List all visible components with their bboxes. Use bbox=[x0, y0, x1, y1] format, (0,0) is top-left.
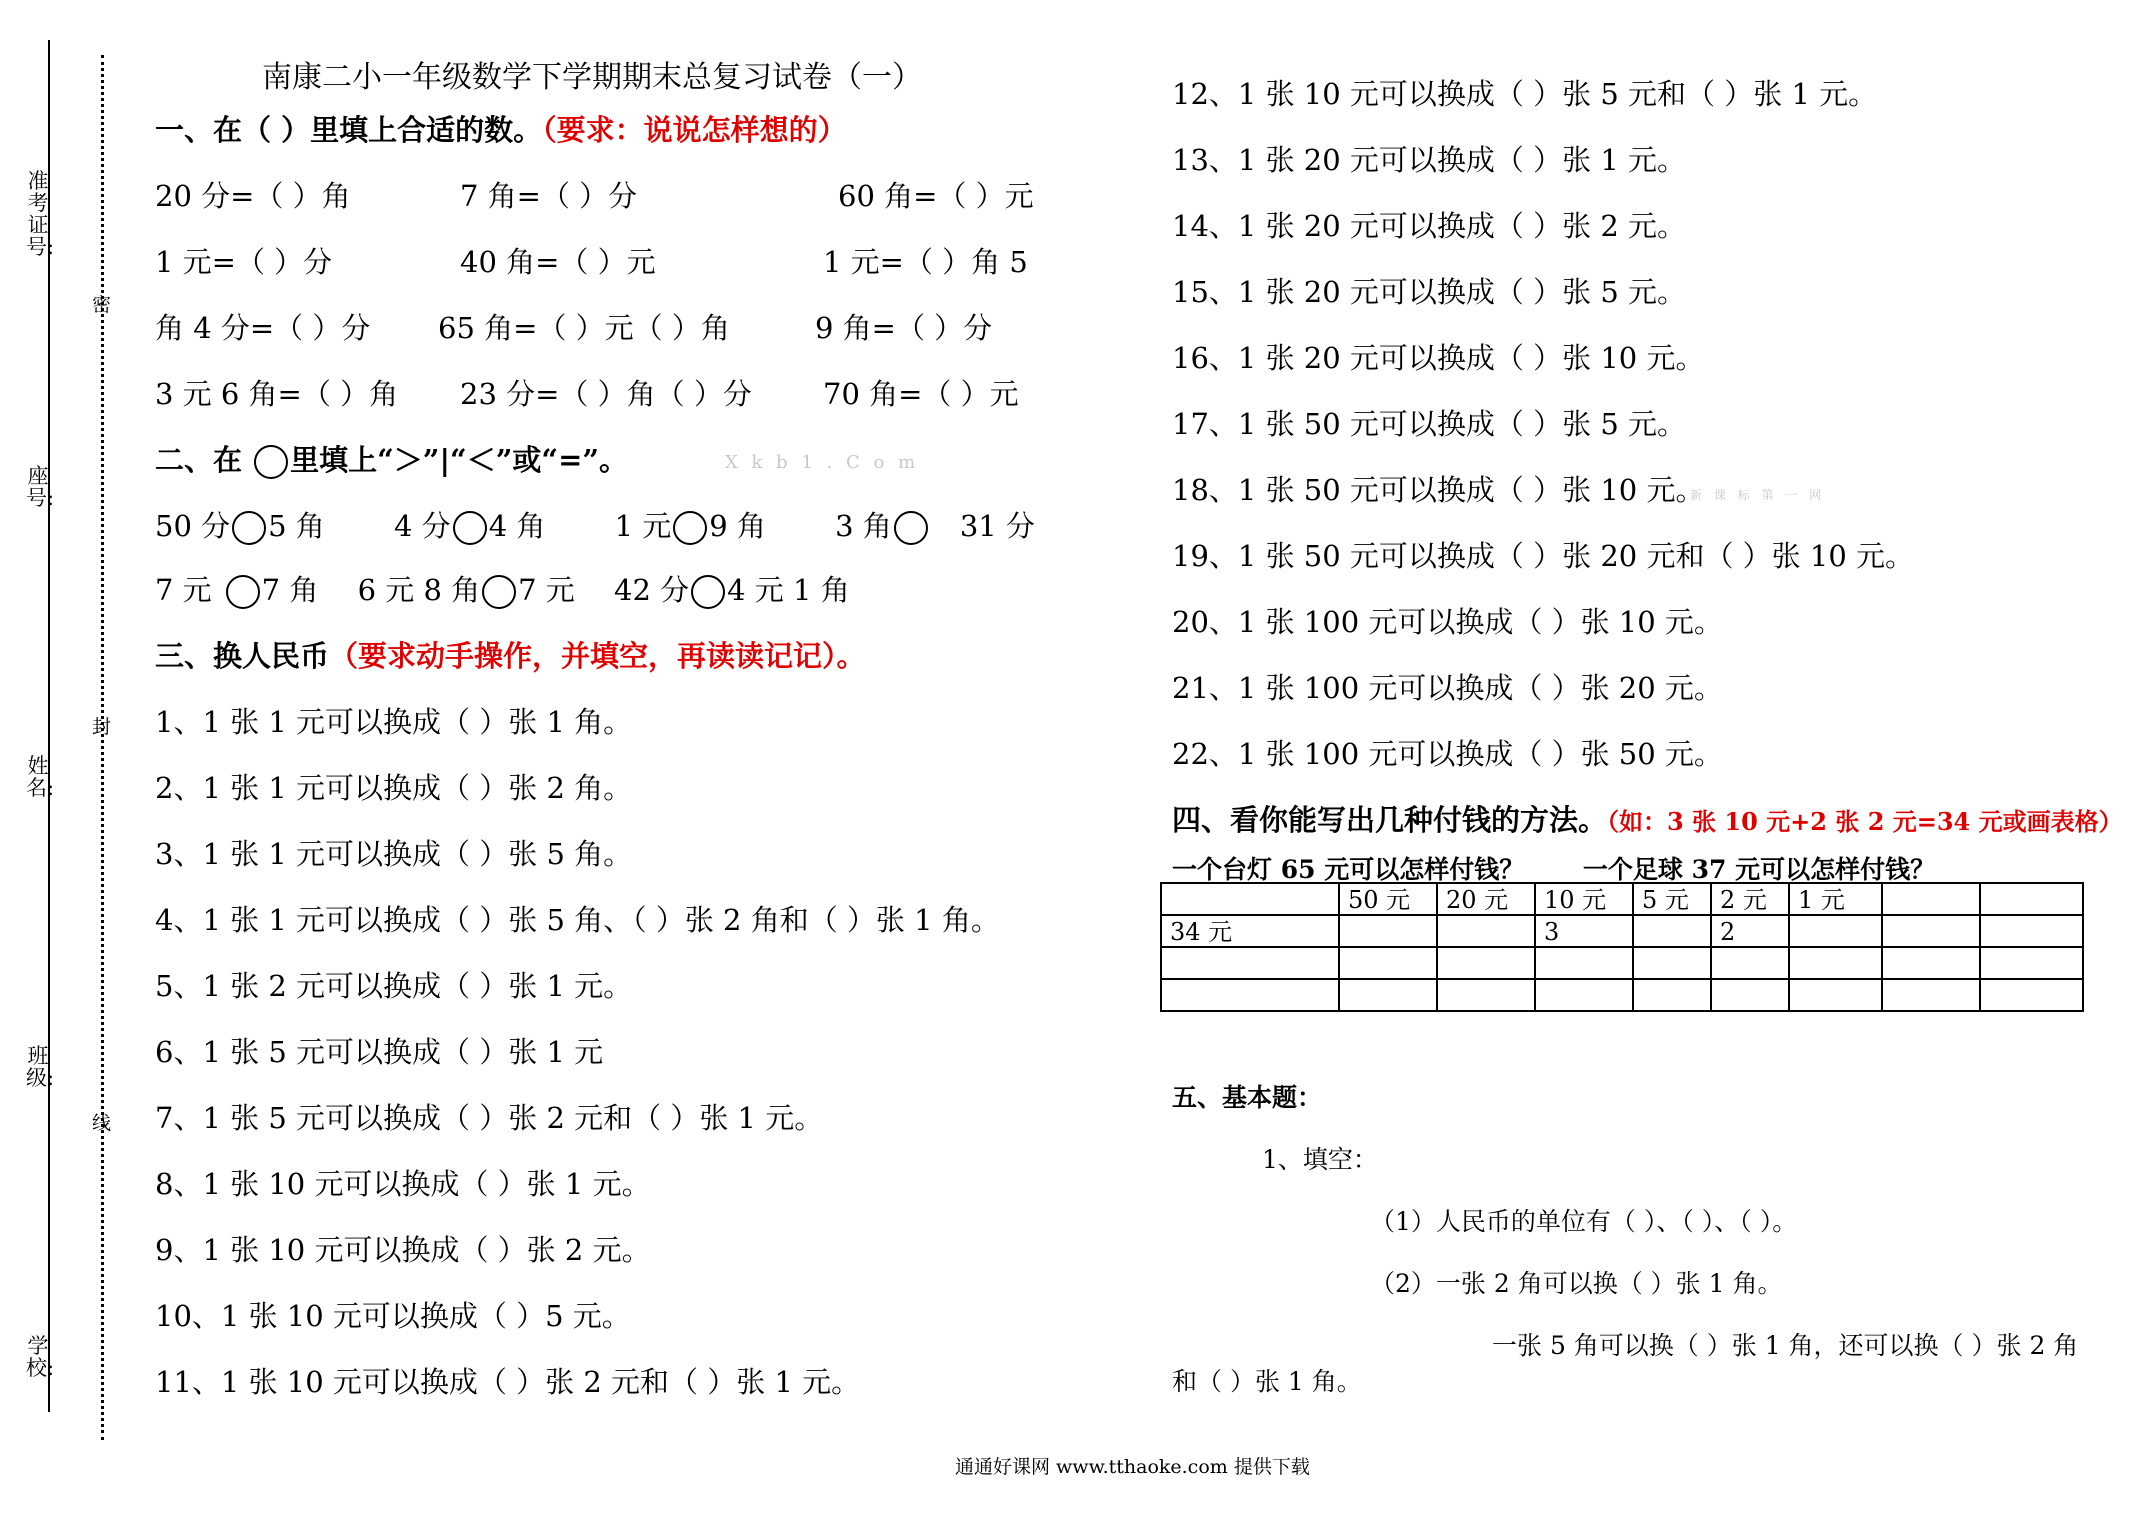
s1-cell: 7 角=（ ）分 bbox=[460, 179, 638, 213]
table-cell: 1 元 bbox=[1789, 883, 1882, 915]
lamp-question: 一个台灯 65 元可以怎样付钱？ bbox=[1172, 855, 1525, 884]
s2-right: 4 角 bbox=[488, 509, 546, 543]
table-cell[interactable] bbox=[1789, 915, 1882, 947]
table-row bbox=[1161, 947, 2083, 979]
exchange-item-4: 4、1 张 1 元可以换成（ ）张 5 角、（ ）张 2 角和（ ）张 1 角。 bbox=[155, 903, 1000, 937]
watermark-xkb: 新 课 标 第 一 网 bbox=[1690, 488, 1826, 502]
exchange-item-6: 6、1 张 5 元可以换成（ ）张 1 元 bbox=[155, 1035, 604, 1069]
s2-left: 4 分 bbox=[394, 509, 451, 543]
table-cell[interactable] bbox=[1711, 979, 1789, 1011]
s1-cell: 9 角=（ ）分 bbox=[815, 311, 993, 345]
payment-table bbox=[1160, 882, 2084, 1012]
exchange-item-12: 12、1 张 10 元可以换成（ ）张 5 元和（ ）张 1 元。 bbox=[1172, 77, 1878, 111]
section-2-title-a: 二、在 bbox=[155, 443, 243, 477]
section-1-title: 一、在（ ）里填上合适的数。 bbox=[155, 113, 543, 147]
s2-left: 50 分 bbox=[155, 509, 231, 543]
section-5-line-3: 一张 5 角可以换（ ）张 1 角，还可以换（ ）张 2 角 bbox=[1492, 1331, 2079, 1360]
s1-cell: 1 元=（ ）分 bbox=[155, 245, 333, 279]
table-cell[interactable] bbox=[1633, 915, 1711, 947]
table-cell[interactable] bbox=[1789, 979, 1882, 1011]
exchange-item-7: 7、1 张 5 元可以换成（ ）张 2 元和（ ）张 1 元。 bbox=[155, 1101, 824, 1135]
table-cell[interactable] bbox=[1633, 979, 1711, 1011]
table-cell[interactable] bbox=[1980, 915, 2083, 947]
compare-circle[interactable] bbox=[691, 575, 725, 609]
football-question: 一个足球 37 元可以怎样付钱？ bbox=[1582, 855, 1936, 884]
exchange-item-14: 14、1 张 20 元可以换成（ ）张 2 元。 bbox=[1172, 209, 1687, 243]
s2-right: 5 角 bbox=[268, 509, 325, 543]
table-cell bbox=[1161, 883, 1339, 915]
seal-char-mi: 密 bbox=[92, 294, 112, 316]
table-row bbox=[1161, 915, 2083, 947]
table-cell[interactable] bbox=[1980, 947, 2083, 979]
section-5-heading: 五、基本题： bbox=[1172, 1083, 1323, 1112]
s1-cell: 70 角=（ ）元 bbox=[823, 377, 1019, 411]
table-cell: 2 元 bbox=[1711, 883, 1789, 915]
table-cell[interactable] bbox=[1633, 947, 1711, 979]
compare-circle[interactable] bbox=[453, 511, 487, 545]
section-1-heading bbox=[155, 112, 847, 148]
s2-left: 6 元 8 角 bbox=[357, 573, 481, 607]
section-2-heading bbox=[155, 442, 628, 479]
table-header-row bbox=[1161, 883, 2083, 915]
exchange-item-15: 15、1 张 20 元可以换成（ ）张 5 元。 bbox=[1172, 275, 1687, 309]
s2-right: 31 分 bbox=[959, 509, 1035, 543]
section-2-title-b: 里填上“＞”|“＜”或“=”。 bbox=[290, 443, 629, 477]
table-cell[interactable] bbox=[1535, 947, 1633, 979]
s1-cell: 60 角=（ ）元 bbox=[838, 179, 1034, 213]
s2-right: 7 元 bbox=[518, 573, 575, 607]
exchange-item-19: 19、1 张 50 元可以换成（ ）张 20 元和（ ）张 10 元。 bbox=[1172, 539, 1915, 573]
table-cell[interactable] bbox=[1711, 947, 1789, 979]
s2-row-1 bbox=[155, 508, 1035, 545]
seal-dotted-line bbox=[101, 55, 104, 1440]
page-title: 南康二小一年级数学下学期期末总复习试卷（一） bbox=[262, 60, 922, 95]
exchange-item-9: 9、1 张 10 元可以换成（ ）张 2 元。 bbox=[155, 1233, 651, 1267]
seal-char-feng: 封 bbox=[92, 716, 112, 738]
section-4-note: （如：3 张 10 元+2 张 2 元=34 元或画表格） bbox=[1607, 807, 2123, 836]
s1-cell: 40 角=（ ）元 bbox=[460, 245, 656, 279]
exchange-item-13: 13、1 张 20 元可以换成（ ）张 1 元。 bbox=[1172, 143, 1687, 177]
section-4-heading bbox=[1172, 802, 2123, 840]
s1-cell: 65 角=（ ）元（ ）角 bbox=[438, 311, 730, 345]
s2-right: 7 角 bbox=[261, 573, 319, 607]
compare-circle[interactable] bbox=[482, 575, 516, 609]
section-3-heading bbox=[155, 638, 866, 674]
s1-cell: 角 4 分=（ ）分 bbox=[155, 311, 371, 345]
section-5-line-1: （1）人民币的单位有（ ）、（ ）、（ ）。 bbox=[1370, 1207, 1798, 1236]
table-cell[interactable]: 34 元 bbox=[1161, 915, 1339, 947]
table-cell[interactable] bbox=[1882, 979, 1980, 1011]
table-cell: 10 元 bbox=[1535, 883, 1633, 915]
table-cell[interactable] bbox=[1161, 947, 1339, 979]
s2-row-2 bbox=[155, 572, 850, 609]
table-cell bbox=[1980, 883, 2083, 915]
exchange-item-2: 2、1 张 1 元可以换成（ ）张 2 角。 bbox=[155, 771, 633, 805]
table-cell[interactable] bbox=[1339, 915, 1437, 947]
table-cell: 5 元 bbox=[1633, 883, 1711, 915]
table-cell[interactable] bbox=[1789, 947, 1882, 979]
exchange-item-3: 3、1 张 1 元可以换成（ ）张 5 角。 bbox=[155, 837, 633, 871]
table-row bbox=[1161, 979, 2083, 1011]
exchange-item-17: 17、1 张 50 元可以换成（ ）张 5 元。 bbox=[1172, 407, 1687, 441]
table-cell[interactable]: 2 bbox=[1711, 915, 1789, 947]
s2-left: 7 元 bbox=[155, 573, 212, 607]
section-5-sub: 1、填空： bbox=[1262, 1145, 1378, 1174]
exchange-item-21: 21、1 张 100 元可以换成（ ）张 20 元。 bbox=[1172, 671, 1723, 705]
table-cell[interactable] bbox=[1980, 979, 2083, 1011]
exchange-item-8: 8、1 张 10 元可以换成（ ）张 1 元。 bbox=[155, 1167, 651, 1201]
s1-cell: 3 元 6 角=（ ）角 bbox=[155, 377, 399, 411]
s1-cell: 23 分=（ ）角（ ）分 bbox=[460, 377, 752, 411]
section-3-note: （要求动手操作，并填空，再读读记记）。 bbox=[329, 639, 866, 673]
exchange-item-20: 20、1 张 100 元可以换成（ ）张 10 元。 bbox=[1172, 605, 1723, 639]
s2-left: 1 元 bbox=[614, 509, 672, 543]
s1-cell: 20 分=（ ）角 bbox=[155, 179, 351, 213]
compare-circle[interactable] bbox=[894, 511, 928, 545]
s1-cell: 1 元=（ ）角 5 bbox=[823, 245, 1028, 279]
margin-label-exam-id: 准考证号: bbox=[26, 169, 55, 259]
exchange-item-5: 5、1 张 2 元可以换成（ ）张 1 元。 bbox=[155, 969, 633, 1003]
compare-circle[interactable] bbox=[232, 511, 266, 545]
table-cell: 50 元 bbox=[1339, 883, 1437, 915]
exchange-item-10: 10、1 张 10 元可以换成（ ）5 元。 bbox=[155, 1299, 631, 1333]
table-cell[interactable] bbox=[1339, 947, 1437, 979]
table-cell[interactable] bbox=[1339, 979, 1437, 1011]
compare-circle[interactable] bbox=[673, 511, 707, 545]
s2-left: 3 角 bbox=[835, 509, 892, 543]
section-1-note: （要求：说说怎样想的） bbox=[542, 113, 847, 147]
s2-left: 42 分 bbox=[614, 573, 690, 607]
table-cell bbox=[1882, 883, 1980, 915]
exchange-item-16: 16、1 张 20 元可以换成（ ）张 10 元。 bbox=[1172, 341, 1705, 375]
circle-icon bbox=[254, 445, 288, 479]
seal-char-xian: 线 bbox=[92, 1112, 112, 1134]
s2-right: 9 角 bbox=[709, 509, 766, 543]
s2-right: 4 元 1 角 bbox=[727, 573, 850, 607]
section-4-questions bbox=[1172, 850, 1935, 886]
table-cell[interactable]: 3 bbox=[1535, 915, 1633, 947]
section-5-line-4: 和（ ）张 1 角。 bbox=[1172, 1367, 1362, 1396]
table-cell[interactable] bbox=[1882, 947, 1980, 979]
table-cell[interactable] bbox=[1437, 947, 1535, 979]
exchange-item-11: 11、1 张 10 元可以换成（ ）张 2 元和（ ）张 1 元。 bbox=[155, 1365, 861, 1399]
compare-circle[interactable] bbox=[226, 575, 260, 609]
table-cell: 20 元 bbox=[1437, 883, 1535, 915]
exchange-item-22: 22、1 张 100 元可以换成（ ）张 50 元。 bbox=[1172, 737, 1723, 771]
section-5-line-2: （2）一张 2 角可以换（ ）张 1 角。 bbox=[1370, 1269, 1783, 1298]
table-cell[interactable] bbox=[1437, 915, 1535, 947]
footer-credit: 通通好课网 www.tthaoke.com 提供下载 bbox=[955, 1456, 1310, 1478]
table-cell[interactable] bbox=[1161, 979, 1339, 1011]
table-cell[interactable] bbox=[1882, 915, 1980, 947]
exchange-item-1: 1、1 张 1 元可以换成（ ）张 1 角。 bbox=[155, 705, 633, 739]
watermark-xkb1: X k b 1 . C o m bbox=[725, 452, 920, 473]
table-cell[interactable] bbox=[1437, 979, 1535, 1011]
exchange-item-18: 18、1 张 50 元可以换成（ ）张 10 元。 bbox=[1172, 473, 1705, 507]
section-4-title: 四、看你能写出几种付钱的方法。 bbox=[1172, 803, 1608, 837]
section-3-title: 三、换人民币 bbox=[155, 639, 330, 673]
table-cell[interactable] bbox=[1535, 979, 1633, 1011]
